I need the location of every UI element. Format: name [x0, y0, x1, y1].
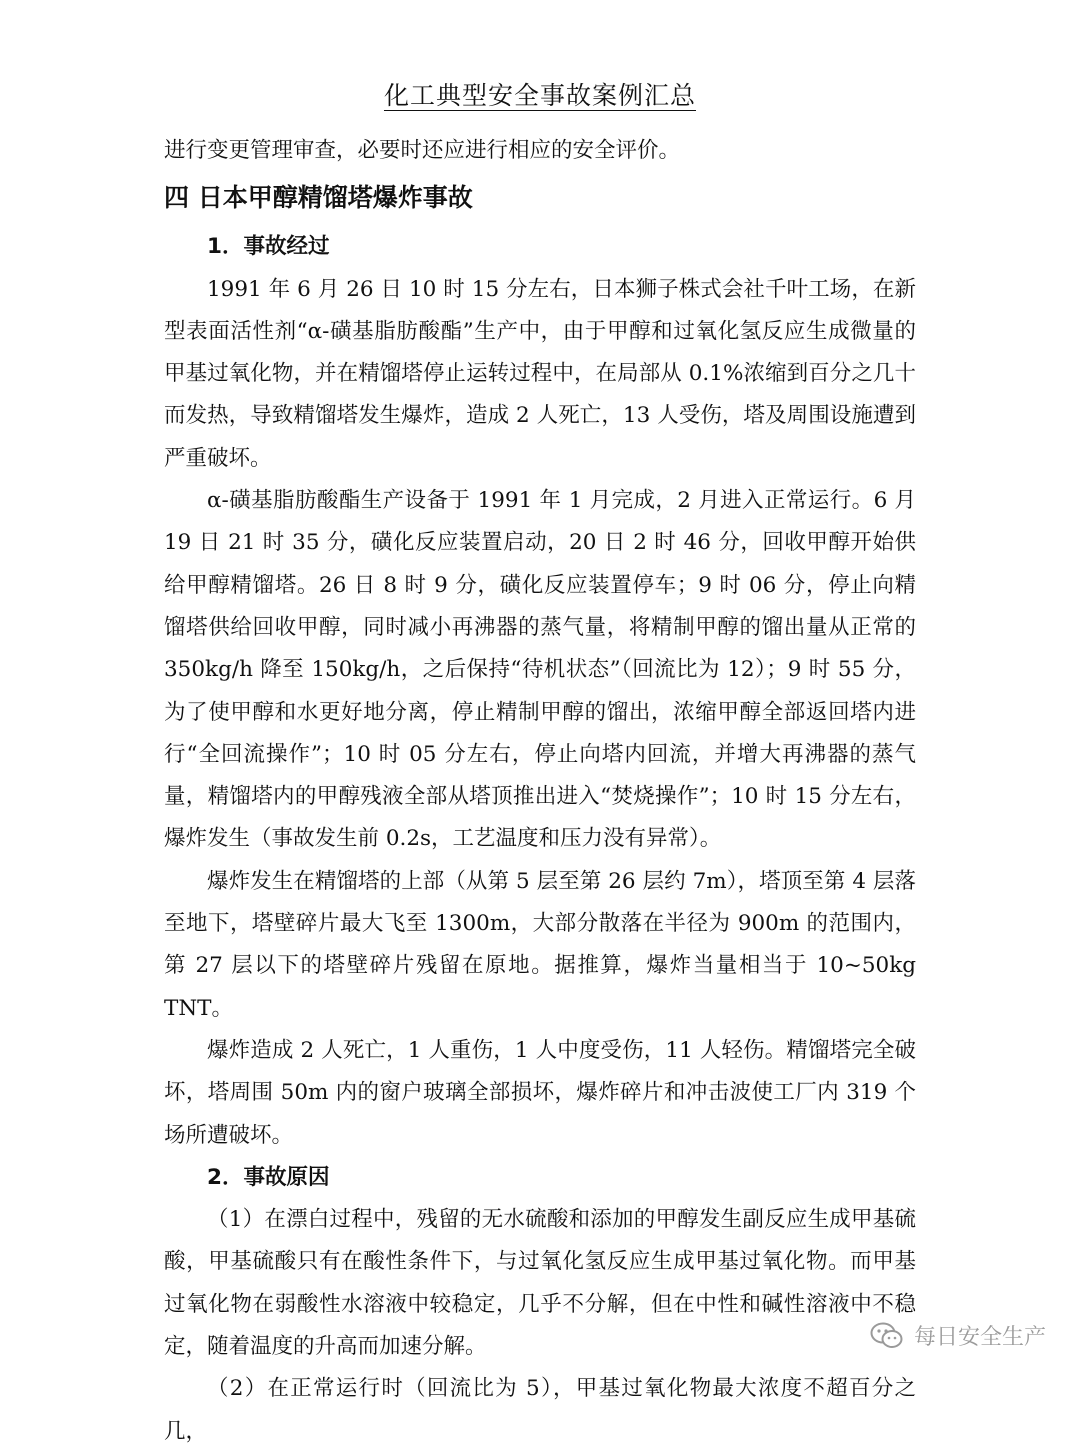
- section-title: 四 日本甲醇精馏塔爆炸事故: [164, 183, 473, 213]
- wechat-icon: [870, 1322, 904, 1350]
- paragraph: 1991 年 6 月 26 日 10 时 15 分左右，日本狮子株式会社千叶工场，在新型表面活性剂“α-磺基脂肪酸酯”生产中，由于甲醇和过氧化氢反应生成微量的甲基过氧化物，并在精馏塔停止运转过程中，在局部从 0.1%浓缩到百分之几十而发热，导致精馏塔发生爆炸，造成 2 人死亡，13 人受伤，塔及周围设施遭到严重破坏。: [164, 276, 916, 471]
- page-header: [0, 76, 1080, 112]
- paragraph: 爆炸发生在精馏塔的上部（从第 5 层至第 26 层约 7m），塔顶至第 4 层落至地下，塔壁碎片最大飞至 1300m，大部分散落在半径为 900m 的范围内，第 27 层以下的塔壁碎片残留在原地。据推算，爆炸当量相当于 10~50kg TNT。: [164, 868, 916, 1021]
- paragraph: 爆炸造成 2 人死亡，1 人重伤，1 人中度受伤，11 人轻伤。精馏塔完全破坏，塔周围 50m 内的窗户玻璃全部损坏，爆炸碎片和冲击波使工厂内 319 个场所遭破坏。: [164, 1037, 916, 1148]
- document-title: 化工典型安全事故案例汇总: [383, 81, 696, 110]
- paragraph: （2）在正常运行时（回流比为 5），甲基过氧化物最大浓度不超百分之几，: [164, 1376, 916, 1444]
- watermark-text: 每日安全生产: [913, 1325, 1046, 1350]
- document-body: [164, 130, 916, 1453]
- subsection-heading-2: 2．事故原因: [207, 1164, 330, 1190]
- paragraph: α-磺基脂肪酸酯生产设备于 1991 年 1 月完成，2 月进入正常运行。6 月 19 日 21 时 35 分，磺化反应装置启动，20 日 2 时 46 分，回收甲醇开始供给甲醇精馏塔。26 日 8 时 9 分，磺化反应装置停车；9 时 06 分，停止向精馏塔供给回收甲醇，同时减小再沸器的蒸气量，将精制甲醇的馏出量从正常的 350kg/h 降至 150kg/h，之后保持“待机状态”（回流比为 12）；9 时 55 分，为了使甲醇和水更好地分离，停止精制甲醇的馏出，浓缩甲醇全部返回塔内进行“全回流操作”；10 时 05 分左右，停止向塔内回流，并增大再沸器的蒸气量，精馏塔内的甲醇残液全部从塔顶推出进入“焚烧操作”；10 时 15 分左右，爆炸发生（事故发生前 0.2s，工艺温度和压力没有异常）。: [164, 488, 916, 852]
- subsection-heading-1: 1．事故经过: [207, 234, 330, 260]
- watermark: [870, 1320, 1046, 1351]
- paragraph: （1）在漂白过程中，残留的无水硫酸和添加的甲醇发生副反应生成甲基硫酸，甲基硫酸只有在酸性条件下，与过氧化氢反应生成甲基过氧化物。而甲基过氧化物在弱酸性水溶液中较稳定，几乎不分解，但在中性和碱性溶液中不稳定，随着温度的升高而加速分解。: [164, 1207, 916, 1360]
- continuation-paragraph: 进行变更管理审查，必要时还应进行相应的安全评价。: [164, 138, 681, 163]
